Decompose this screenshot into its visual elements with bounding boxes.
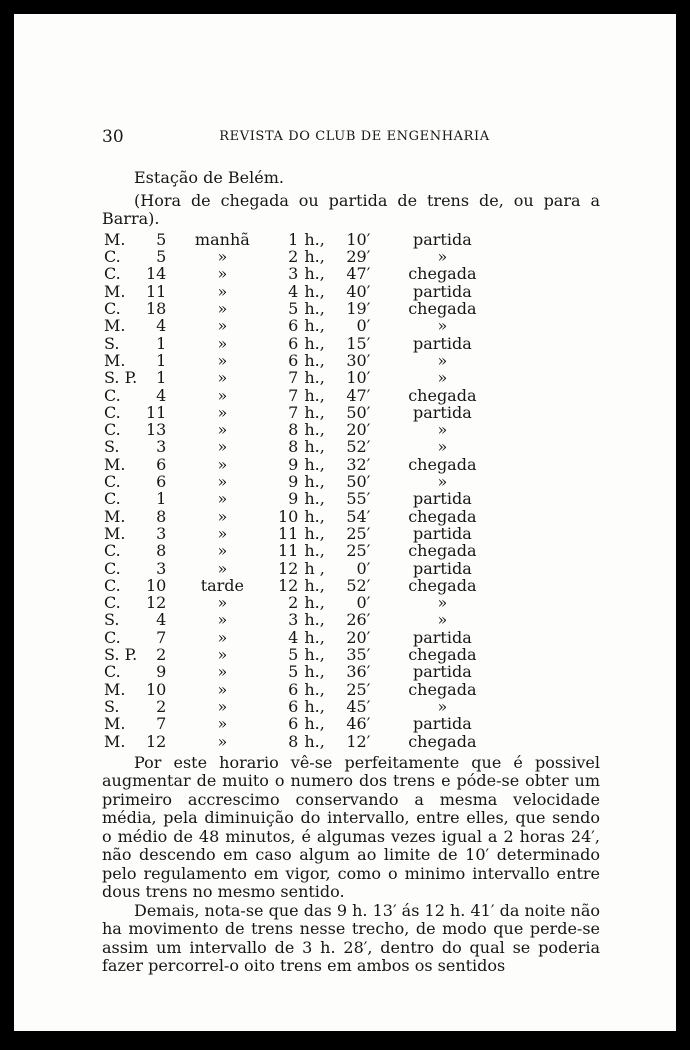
movement-cell: » <box>437 420 448 440</box>
train-type-cell: M. <box>104 229 126 249</box>
paragraph-1: Por este horario vê-se perfeitamente que é possivel augmentar de muito o numero dos trens e póde-se obter um primeiro accrescimo conservando a mesma velocidade média, pela diminuição do intervallo, entre elles, que sendo o médio de 48 minutos, é algumas vezes igual a 2 horas 24′, não descendo em caso algum ao limite de 10′ determinado pelo regulamento em vigor, como o minimo intervallo entre dous trens no mesmo sentido. <box>102 752 600 902</box>
journal-title: REVISTA DO CLUB DE ENGENHARIA <box>219 129 490 144</box>
minutes-cell: 54′ <box>346 506 371 526</box>
period-cell: » <box>217 523 228 543</box>
train-type-cell: M. <box>104 523 126 543</box>
period-cell: » <box>217 541 228 561</box>
train-type-cell: C. <box>104 264 121 284</box>
train-number-cell: 6 <box>156 472 167 492</box>
period-cell: » <box>217 299 228 319</box>
minutes-cell: 50′ <box>346 402 371 422</box>
movement-cell: partida <box>412 714 472 734</box>
train-number-cell: 12 <box>146 731 167 751</box>
minutes-cell: 40′ <box>346 281 371 301</box>
hour-cell: 9 <box>288 472 299 492</box>
train-type-cell: S. <box>104 696 120 716</box>
hour-unit-cell: h., <box>304 472 325 492</box>
hour-cell: 6 <box>288 350 299 370</box>
train-type-cell: S. <box>104 333 120 353</box>
movement-cell: partida <box>412 489 472 509</box>
hour-cell: 5 <box>288 662 299 682</box>
hour-cell: 3 <box>288 610 299 630</box>
period-cell: » <box>217 558 228 578</box>
train-type-cell: C. <box>104 299 121 319</box>
train-type-cell: M. <box>104 316 126 336</box>
hour-cell: 7 <box>288 368 299 388</box>
movement-cell: » <box>437 247 448 267</box>
train-type-cell: C. <box>104 593 121 613</box>
minutes-cell: 25′ <box>346 523 371 543</box>
movement-cell: partida <box>412 523 472 543</box>
page-body <box>102 169 600 976</box>
table-row <box>102 490 490 507</box>
hour-cell: 6 <box>288 333 299 353</box>
table-row <box>102 335 490 352</box>
station-title: Estação de Belém. <box>134 168 284 187</box>
period-cell: tarde <box>200 575 245 595</box>
train-type-cell: M. <box>104 679 126 699</box>
table-row <box>102 508 490 525</box>
period-cell: » <box>217 385 228 405</box>
movement-cell: chegada <box>408 385 477 405</box>
period-cell: » <box>217 696 228 716</box>
train-number-cell: 2 <box>156 645 167 665</box>
hour-cell: 7 <box>288 402 299 422</box>
train-number-cell: 4 <box>156 316 167 336</box>
hour-cell: 4 <box>288 281 299 301</box>
train-number-cell: 3 <box>156 558 167 578</box>
table-row <box>102 594 490 611</box>
movement-cell: » <box>437 368 448 388</box>
hour-unit-cell: h., <box>304 437 325 457</box>
table-row <box>102 646 490 663</box>
table-row <box>102 248 490 265</box>
table-row <box>102 525 490 542</box>
hour-cell: 5 <box>288 299 299 319</box>
train-number-cell: 5 <box>156 247 167 267</box>
movement-cell: chegada <box>408 454 477 474</box>
table-row <box>102 629 490 646</box>
train-number-cell: 3 <box>156 523 167 543</box>
train-number-cell: 4 <box>156 385 167 405</box>
period-cell: » <box>217 247 228 267</box>
minutes-cell: 29′ <box>346 247 371 267</box>
hour-unit-cell: h., <box>304 281 325 301</box>
hour-unit-cell: h., <box>304 229 325 249</box>
hour-unit-cell: h., <box>304 593 325 613</box>
hour-unit-cell: h., <box>304 696 325 716</box>
hour-cell: 8 <box>288 420 299 440</box>
train-type-cell: C. <box>104 402 121 422</box>
train-number-cell: 1 <box>156 368 167 388</box>
movement-cell: partida <box>412 229 472 249</box>
table-row <box>102 698 490 715</box>
period-cell: » <box>217 662 228 682</box>
movement-cell: partida <box>412 281 472 301</box>
hour-unit-cell: h., <box>304 333 325 353</box>
period-cell: manhã <box>194 229 250 249</box>
minutes-cell: 0′ <box>356 558 371 578</box>
period-cell: » <box>217 264 228 284</box>
period-cell: » <box>217 402 228 422</box>
train-type-cell: C. <box>104 541 121 561</box>
period-cell: » <box>217 472 228 492</box>
train-number-cell: 14 <box>146 264 167 284</box>
hour-cell: 2 <box>288 247 299 267</box>
period-cell: » <box>217 731 228 751</box>
train-type-cell: C. <box>104 472 121 492</box>
train-type-cell: C. <box>104 575 121 595</box>
hour-cell: 6 <box>288 696 299 716</box>
hour-unit-cell: h., <box>304 350 325 370</box>
hour-cell: 7 <box>288 385 299 405</box>
hour-cell: 12 <box>278 575 299 595</box>
movement-cell: » <box>437 437 448 457</box>
minutes-cell: 46′ <box>346 714 371 734</box>
table-row <box>102 369 490 386</box>
period-cell: » <box>217 714 228 734</box>
period-cell: » <box>217 593 228 613</box>
hour-cell: 6 <box>288 679 299 699</box>
table-row <box>102 473 490 490</box>
hour-unit-cell: h., <box>304 299 325 319</box>
table-row <box>102 265 490 282</box>
train-number-cell: 10 <box>146 575 167 595</box>
hour-unit-cell: h., <box>304 489 325 509</box>
hour-unit-cell: h., <box>304 541 325 561</box>
train-number-cell: 3 <box>156 437 167 457</box>
table-row <box>102 560 490 577</box>
minutes-cell: 20′ <box>346 420 371 440</box>
period-cell: » <box>217 281 228 301</box>
minutes-cell: 0′ <box>356 316 371 336</box>
hour-unit-cell: h., <box>304 385 325 405</box>
movement-cell: partida <box>412 627 472 647</box>
hour-cell: 3 <box>288 264 299 284</box>
train-type-cell: M. <box>104 506 126 526</box>
timetable-body <box>102 231 490 750</box>
table-row <box>102 231 490 248</box>
hour-unit-cell: h., <box>304 523 325 543</box>
minutes-cell: 12′ <box>346 731 371 751</box>
period-cell: » <box>217 350 228 370</box>
hour-cell: 4 <box>288 627 299 647</box>
hour-unit-cell: h., <box>304 454 325 474</box>
train-type-cell: M. <box>104 281 126 301</box>
train-number-cell: 11 <box>146 402 167 422</box>
hour-cell: 11 <box>278 523 299 543</box>
train-type-cell: C. <box>104 247 121 267</box>
table-row <box>102 663 490 680</box>
period-cell: » <box>217 610 228 630</box>
movement-cell: » <box>437 350 448 370</box>
movement-cell: partida <box>412 402 472 422</box>
hour-unit-cell: h., <box>304 610 325 630</box>
minutes-cell: 30′ <box>346 350 371 370</box>
hour-cell: 9 <box>288 454 299 474</box>
table-row <box>102 421 490 438</box>
period-cell: » <box>217 316 228 336</box>
hour-cell: 6 <box>288 714 299 734</box>
page-number: 30 <box>102 127 124 147</box>
hour-unit-cell: h., <box>304 420 325 440</box>
hour-unit-cell: h., <box>304 316 325 336</box>
train-number-cell: 8 <box>156 506 167 526</box>
minutes-cell: 45′ <box>346 696 371 716</box>
hour-unit-cell: h., <box>304 264 325 284</box>
train-number-cell: 18 <box>146 299 167 319</box>
period-cell: » <box>217 333 228 353</box>
hour-unit-cell: h., <box>304 731 325 751</box>
minutes-cell: 25′ <box>346 679 371 699</box>
hour-cell: 1 <box>288 229 299 249</box>
movement-cell: » <box>437 593 448 613</box>
hour-cell: 5 <box>288 645 299 665</box>
hour-unit-cell: h., <box>304 506 325 526</box>
table-row <box>102 733 490 750</box>
minutes-cell: 32′ <box>346 454 371 474</box>
hour-cell: 12 <box>278 558 299 578</box>
minutes-cell: 47′ <box>346 385 371 405</box>
minutes-cell: 35′ <box>346 645 371 665</box>
period-cell: » <box>217 645 228 665</box>
table-row <box>102 438 490 455</box>
minutes-cell: 52′ <box>346 575 371 595</box>
movement-cell: chegada <box>408 679 477 699</box>
hour-unit-cell: h , <box>304 558 325 578</box>
train-type-cell: S. P. <box>104 645 138 665</box>
minutes-cell: 19′ <box>346 299 371 319</box>
movement-cell: chegada <box>408 645 477 665</box>
train-number-cell: 4 <box>156 610 167 630</box>
table-row <box>102 542 490 559</box>
minutes-cell: 55′ <box>346 489 371 509</box>
train-number-cell: 6 <box>156 454 167 474</box>
period-cell: » <box>217 437 228 457</box>
train-type-cell: C. <box>104 662 121 682</box>
period-cell: » <box>217 679 228 699</box>
train-number-cell: 8 <box>156 541 167 561</box>
hour-cell: 9 <box>288 489 299 509</box>
movement-cell: » <box>437 610 448 630</box>
hour-cell: 8 <box>288 731 299 751</box>
movement-cell: partida <box>412 558 472 578</box>
movement-cell: partida <box>412 662 472 682</box>
hour-unit-cell: h., <box>304 714 325 734</box>
train-number-cell: 11 <box>146 281 167 301</box>
movement-cell: chegada <box>408 299 477 319</box>
table-row <box>102 387 490 404</box>
hour-unit-cell: h., <box>304 402 325 422</box>
minutes-cell: 25′ <box>346 541 371 561</box>
movement-cell: chegada <box>408 264 477 284</box>
train-number-cell: 9 <box>156 662 167 682</box>
table-row <box>102 404 490 421</box>
train-type-cell: S. <box>104 437 120 457</box>
train-type-cell: S. P. <box>104 368 138 388</box>
period-cell: » <box>217 454 228 474</box>
hour-unit-cell: h., <box>304 662 325 682</box>
train-number-cell: 13 <box>146 420 167 440</box>
hour-cell: 2 <box>288 593 299 613</box>
movement-cell: chegada <box>408 541 477 561</box>
hour-unit-cell: h., <box>304 679 325 699</box>
train-number-cell: 1 <box>156 350 167 370</box>
book-page <box>14 14 676 1031</box>
train-type-cell: M. <box>104 454 126 474</box>
movement-cell: » <box>437 316 448 336</box>
train-number-cell: 1 <box>156 333 167 353</box>
train-type-cell: C. <box>104 627 121 647</box>
train-type-cell: M. <box>104 350 126 370</box>
hour-unit-cell: h., <box>304 368 325 388</box>
train-number-cell: 2 <box>156 696 167 716</box>
hour-cell: 8 <box>288 437 299 457</box>
minutes-cell: 15′ <box>346 333 371 353</box>
minutes-cell: 10′ <box>346 229 371 249</box>
movement-cell: » <box>437 696 448 716</box>
table-row <box>102 577 490 594</box>
train-type-cell: M. <box>104 731 126 751</box>
train-number-cell: 12 <box>146 593 167 613</box>
hour-cell: 10 <box>278 506 299 526</box>
timetable <box>102 231 490 750</box>
train-number-cell: 1 <box>156 489 167 509</box>
hour-cell: 6 <box>288 316 299 336</box>
minutes-cell: 26′ <box>346 610 371 630</box>
hour-unit-cell: h., <box>304 627 325 647</box>
period-cell: » <box>217 489 228 509</box>
movement-cell: » <box>437 472 448 492</box>
hour-unit-cell: h., <box>304 247 325 267</box>
paragraph-2: Demais, nota-se que das 9 h. 13′ ás 12 h. 41′ da noite não ha movimento de trens nesse trecho, de modo que perde-se assim um intervallo de 3 h. 28′, dentro do qual se poderia fazer percorrel-o oito trens em ambos os sentidos <box>102 900 600 976</box>
period-cell: » <box>217 506 228 526</box>
train-type-cell: C. <box>104 489 121 509</box>
table-row <box>102 681 490 698</box>
table-row <box>102 317 490 334</box>
table-row <box>102 283 490 300</box>
minutes-cell: 52′ <box>346 437 371 457</box>
period-cell: » <box>217 627 228 647</box>
hour-unit-cell: h., <box>304 575 325 595</box>
movement-cell: chegada <box>408 575 477 595</box>
movement-cell: chegada <box>408 506 477 526</box>
minutes-cell: 36′ <box>346 662 371 682</box>
train-number-cell: 10 <box>146 679 167 699</box>
train-type-cell: C. <box>104 420 121 440</box>
minutes-cell: 20′ <box>346 627 371 647</box>
train-number-cell: 7 <box>156 627 167 647</box>
movement-cell: partida <box>412 333 472 353</box>
minutes-cell: 0′ <box>356 593 371 613</box>
table-row <box>102 352 490 369</box>
period-cell: » <box>217 368 228 388</box>
period-cell: » <box>217 420 228 440</box>
minutes-cell: 50′ <box>346 472 371 492</box>
train-type-cell: C. <box>104 385 121 405</box>
table-row <box>102 715 490 732</box>
table-row <box>102 611 490 628</box>
movement-cell: chegada <box>408 731 477 751</box>
table-row <box>102 300 490 317</box>
hour-cell: 11 <box>278 541 299 561</box>
timetable-note: (Hora de chegada ou partida de trens de, ou para a Barra). <box>102 191 600 228</box>
table-row <box>102 456 490 473</box>
minutes-cell: 47′ <box>346 264 371 284</box>
minutes-cell: 10′ <box>346 368 371 388</box>
train-number-cell: 7 <box>156 714 167 734</box>
train-type-cell: S. <box>104 610 120 630</box>
train-type-cell: M. <box>104 714 126 734</box>
hour-unit-cell: h., <box>304 645 325 665</box>
train-type-cell: C. <box>104 558 121 578</box>
train-number-cell: 5 <box>156 229 167 249</box>
